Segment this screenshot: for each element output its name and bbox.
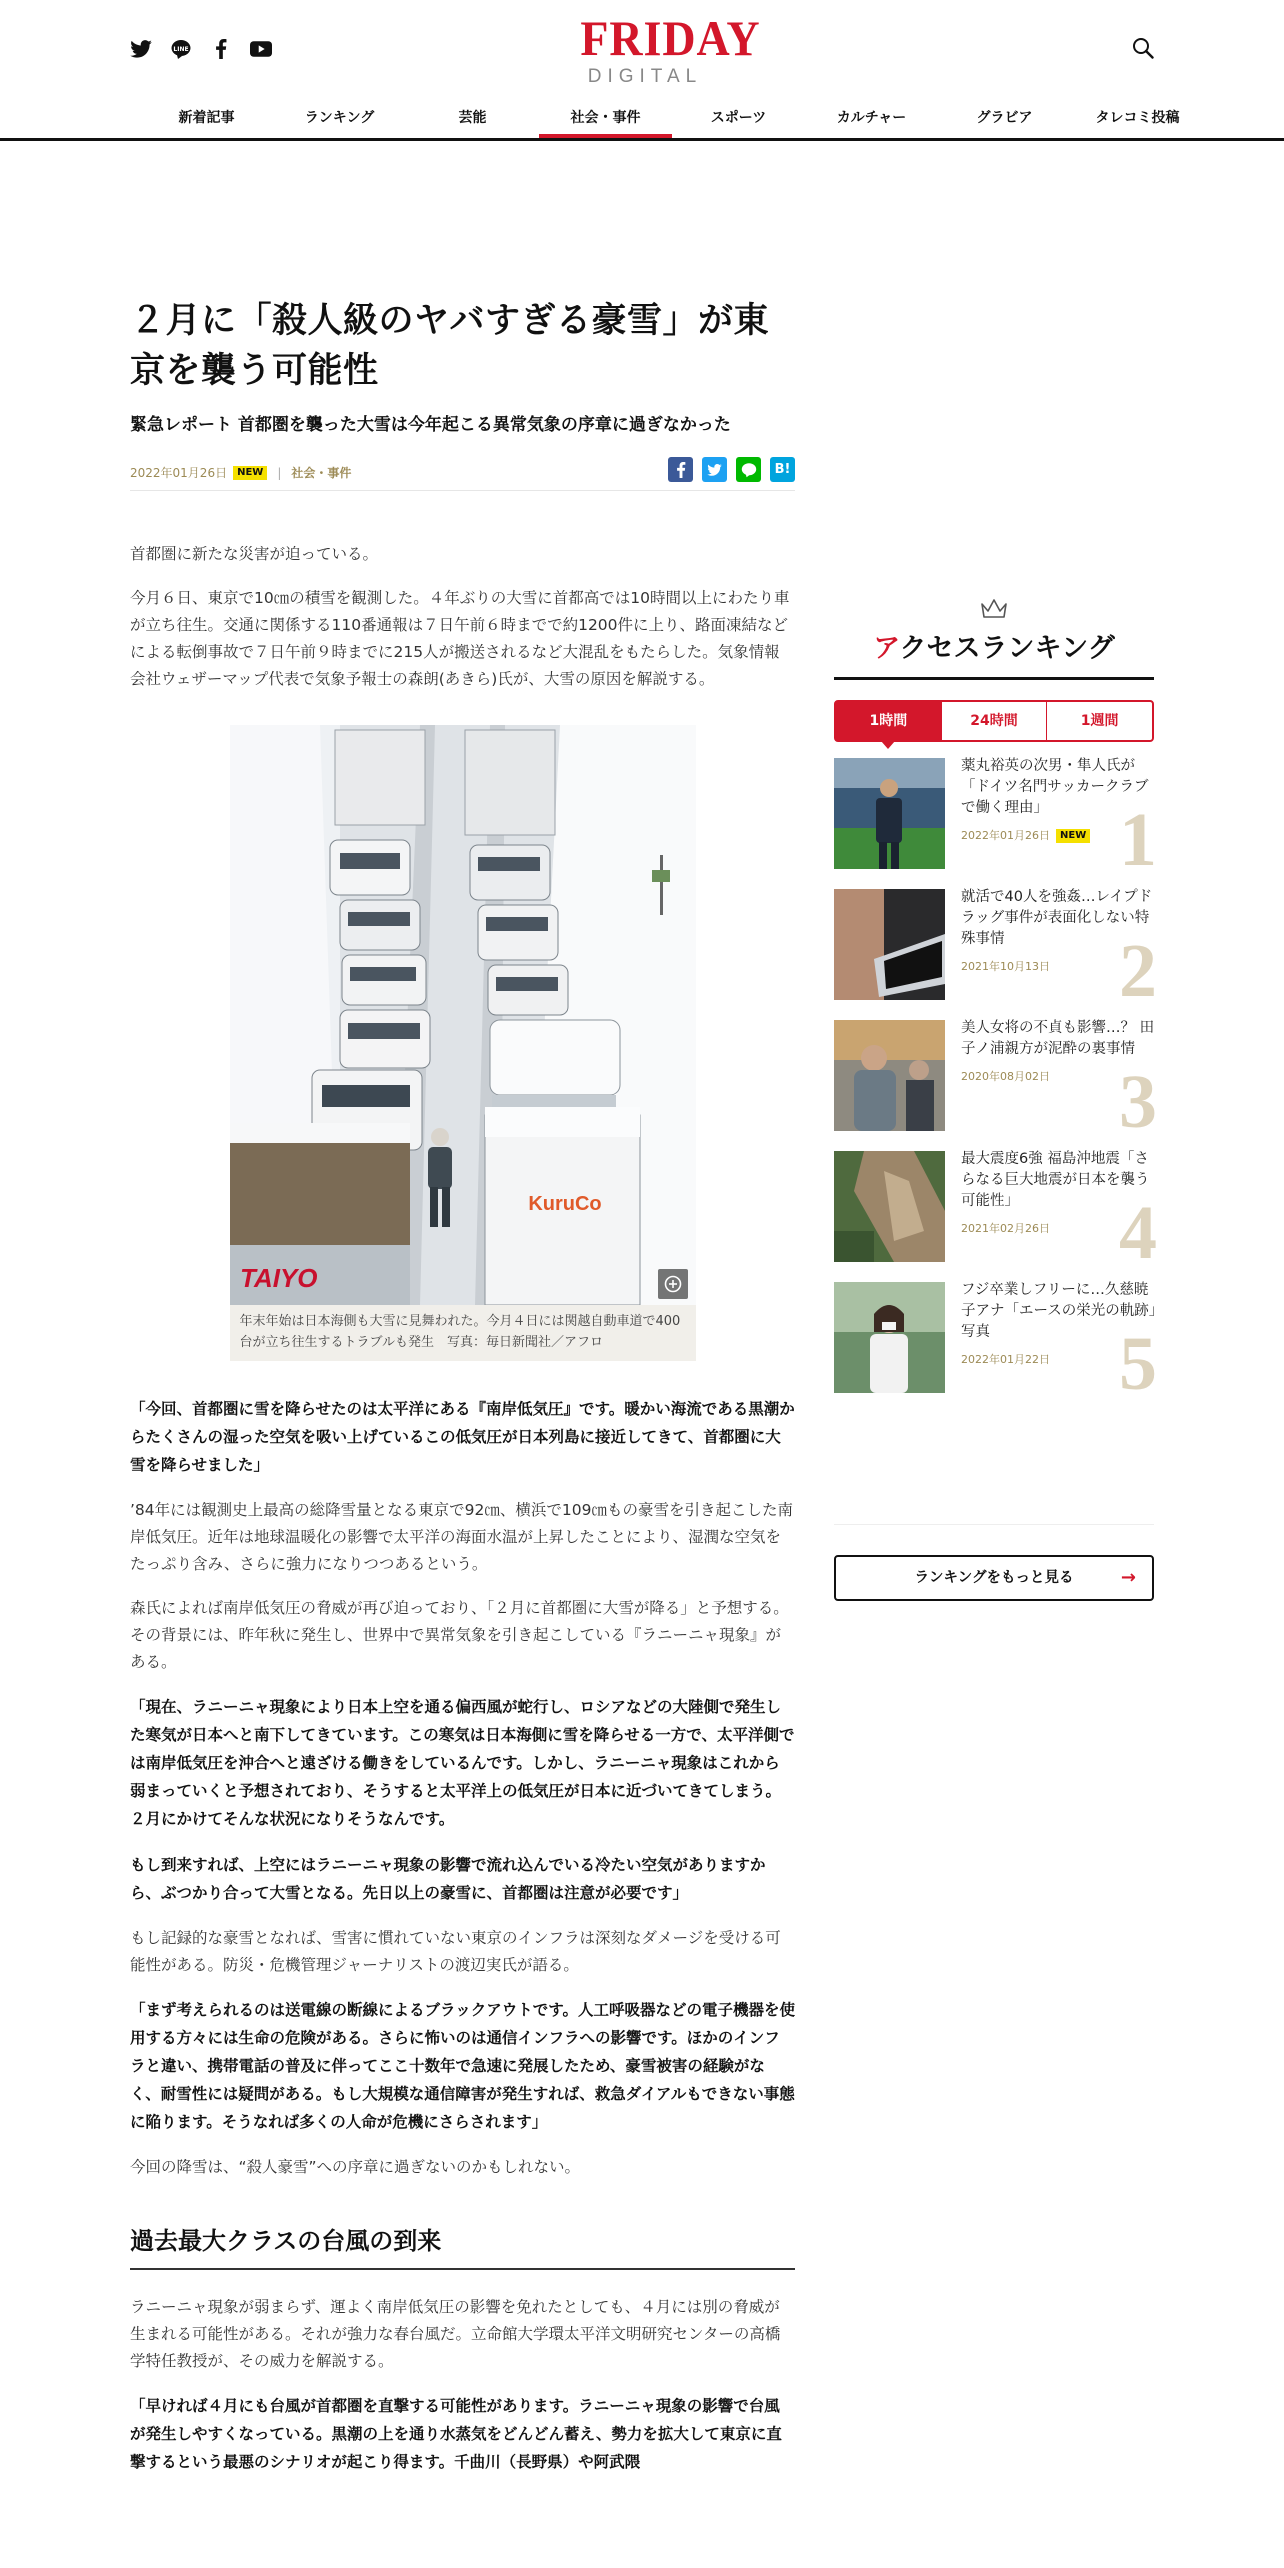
ranking-list [834,758,1157,1406]
nav-society[interactable]: 社会・事件 [539,104,672,138]
more-ranking-button[interactable] [834,1555,1154,1601]
ranking-thumbnail [834,758,945,869]
quote-paragraph: 「まず考えられるのは送電線の断線によるブラックアウトです。人工呼吸器などの電子機器を使用する方々には生命の危険がある。さらに怖いのは通信インフラへの影響です。ほかのインフラと違い、携帯電話の普及に伴ってここ十数年で急速に発展したため、豪雪被害の経験がなく、耐雪性には疑問がある。もし大規模な通信障害が発生すれば、救急ダイアルもできない事態に陥ります。そうなれば多くの人命が危機にさらされます」 [130,2001,795,2131]
share-buttons [668,457,795,482]
logo-friday: FRIDAY [580,10,761,66]
ranking-item-title: 美人女将の不貞も影響…？ 田子ノ浦親方が泥酔の裏事情 [961,1020,1155,1057]
arrow-right-icon: → [1120,1567,1136,1588]
ranking-item[interactable] [834,889,1157,1013]
nav-gravure[interactable]: グラビア [976,110,1033,126]
twitter-share-icon[interactable] [702,457,727,482]
line-share-icon[interactable] [736,457,761,482]
rank-number: 5 [1119,1322,1157,1406]
article-meta [130,457,795,491]
sidebar-divider [834,1524,1154,1525]
quote-paragraph: もし到来すれば、上空にはラニーニャ現象の影響で流れ込んでいる冷たい空気がありますから、ぶつかり合って大雪となる。先日以上の豪雪に、首都圏は注意が必要です」 [130,1856,766,1902]
youtube-icon[interactable] [250,38,272,60]
svg-text:KuruCo: KuruCo [527,1193,602,1215]
nav-sports[interactable]: スポーツ [710,110,767,126]
new-badge: NEW [1056,829,1090,843]
ranking-item-title: 最大震度6強 福島沖地震「さらなる巨大地震が日本を襲う可能性」 [961,1151,1150,1209]
paragraph: 今月６日、東京で10㎝の積雪を観測した。４年ぶりの大雪に首都高では10時間以上にわたり車が立ち往生。交通に関係する110番通報は７日午前６時までで約1200件に上り、路面凍結などによる転倒事故で７日午前９時までに215人が搬送されるなど大混乱をもたらした。気象情報会社ウェザーマップ代表で気象予報士の森朗(あきら)氏が、大雪の原因を解説する。 [130,589,790,688]
paragraph: 森氏によれば南岸低気圧の脅威が再び迫っており、「２月に首都圏に大雪が降る」と予想する。その背景には、昨年秋に発生し、世界中で異常気象を引き起こしている『ラニーニャ現象』がある。 [130,1599,789,1671]
article [130,296,795,2494]
rank-number: 3 [1119,1060,1157,1144]
logo-digital: DIGITAL [587,66,703,87]
tab-1-week[interactable]: 1週間 [1080,713,1119,729]
tab-24-hours[interactable]: 24時間 [942,702,1048,740]
svg-text:LINE: LINE [173,46,189,53]
svg-text:TAIYO: TAIYO [239,1263,318,1293]
section-heading: 過去最大クラスの台風の到来 [130,2221,795,2270]
nav-culture[interactable]: カルチャー [836,110,907,126]
article-title: ２月に「殺人級のヤバすぎる豪雪」が東京を襲う可能性 [130,301,770,391]
new-badge: NEW [233,466,267,480]
paragraph: 今回の降雪は、“殺人豪雪”への序章に過ぎないのかもしれない。 [130,2158,581,2176]
ranking-item-date: 2021年10月13日 [961,960,1050,973]
quote-paragraph: 「今回、首都圏に雪を降らせたのは太平洋にある『南岸低気圧』です。暖かい海流である黒潮からたくさんの湿った空気を吸い上げているこの低気圧が日本列島に接近してきて、首都圏に大雪を降らせました」 [130,1400,795,1474]
ranking-item[interactable] [834,758,1157,882]
ranking-title-text: クセスランキング [899,633,1115,664]
ranking-title [834,626,1154,680]
ranking-thumbnail [834,1020,945,1131]
paragraph: ラニーニャ現象が弱まらず、運よく南岸低気圧の影響を免れたとしても、４月には別の脅威が生まれる可能性がある。それが強力な春台風だ。立命館大学環太平洋文明研究センターの高橋学特任教授が、その威力を解説する。 [130,2298,781,2370]
ranking-item[interactable] [834,1151,1157,1275]
site-logo[interactable] [575,10,761,88]
main-nav [140,104,1204,138]
more-ranking-label: ランキングをもっと見る [914,1570,1074,1586]
ranking-item-date: 2020年08月02日 [961,1070,1050,1083]
nav-divider [0,138,1284,141]
quote-paragraph: 「早ければ４月にも台風が首都圏を直撃する可能性があります。ラニーニャ現象の影響で台風が発生しやすくなっている。黒潮の上を通り水蒸気をどんどん蓄え、勢力を拡大して東京に直撃するという最悪のシナリオが起こり得ます。千曲川（長野県）や阿武隈 [130,2397,782,2471]
ranking-item-date: 2021年02月26日 [961,1222,1050,1235]
search-icon[interactable] [1132,37,1156,61]
nav-ranking[interactable]: ランキング [304,110,375,126]
social-links [130,38,272,60]
tab-1-hour[interactable]: 1時間 [836,702,942,740]
twitter-icon[interactable] [130,38,152,60]
article-date: 2022年01月26日 [130,466,228,480]
ranking-item[interactable] [834,1282,1157,1406]
quote-paragraph: 「現在、ラニーニャ現象により日本上空を通る偏西風が蛇行し、ロシアなどの大陸側で発生した寒気が日本へと南下してきています。この寒気は日本海側に雪を降らせる一方で、太平洋側では南岸低気圧を沖合へと遠ざける働きをしているんです。しかし、ラニーニャ現象はこれから弱まっていくと予想されており、そうすると太平洋上の低気圧が日本に近づいてきてしまう。２月にかけてそんな状況になりそうなんです。 [130,1698,795,1828]
ranking-title-accent: ア [873,633,900,664]
rank-number: 1 [1119,798,1157,882]
line-icon[interactable] [170,38,192,60]
facebook-icon[interactable] [210,38,232,60]
access-ranking [834,598,1157,1601]
paragraph: 首都圏に新たな災害が迫っている。 [130,545,379,563]
ranking-tabs [834,700,1154,742]
ranking-item-title: 就活で40人を強姦…レイプドラッグ事件が表面化しない特殊事情 [961,889,1153,947]
ranking-item-title: 薬丸裕英の次男・隼人氏が「ドイツ名門サッカークラブで働く理由」 [961,758,1149,816]
article-body [130,541,795,2476]
figure-caption: 年末年始は日本海側も大雪に見舞われた。今月４日には関越自動車道で400台が立ち往生するトラブルも発生 写真：毎日新聞社／アフロ [239,1314,681,1350]
ranking-thumbnail [834,1282,945,1393]
paragraph: ’84年には観測史上最高の総降雪量となる東京で92㎝、横浜で109㎝もの豪雪を引き起こした南岸低気圧。近年は地球温暖化の影響で太平洋の海面水温が上昇したことにより、湿潤な空気をたっぷり含み、さらに強力になりつつあるという。 [130,1501,793,1573]
ranking-item[interactable] [834,1020,1157,1144]
nav-tip-submission[interactable]: タレコミ投稿 [1095,110,1180,126]
article-subtitle: 緊急レポート 首都圏を襲った大雪は今年起こる異常気象の序章に過ぎなかった [130,415,731,435]
rank-number: 4 [1119,1191,1157,1275]
crown-icon [980,598,1008,620]
ranking-item-title: フジ卒業しフリーに…久慈暁子アナ「エースの栄光の軌跡」写真 [961,1282,1157,1340]
facebook-share-icon[interactable] [668,457,693,482]
snow-traffic-photo[interactable] [230,725,696,1305]
article-category[interactable]: 社会・事件 [291,466,352,480]
hatena-share-icon[interactable]: B! [770,457,795,482]
nav-new-articles[interactable]: 新着記事 [178,110,235,126]
rank-number: 2 [1119,929,1157,1013]
nav-entertainment[interactable]: 芸能 [458,110,487,126]
ranking-item-date: 2022年01月22日 [961,1353,1050,1366]
site-header [0,0,1284,142]
ranking-item-date: 2022年01月26日 [961,829,1050,842]
article-figure [230,725,696,1361]
paragraph: もし記録的な豪雪となれば、雪害に慣れていない東京のインフラは深刻なダメージを受ける可能性がある。防災・危機管理ジャーナリストの渡辺実氏が語る。 [130,1929,781,1974]
meta-separator: | [277,465,282,480]
ranking-thumbnail [834,889,945,1000]
ranking-thumbnail [834,1151,945,1262]
zoom-icon[interactable] [658,1269,688,1299]
